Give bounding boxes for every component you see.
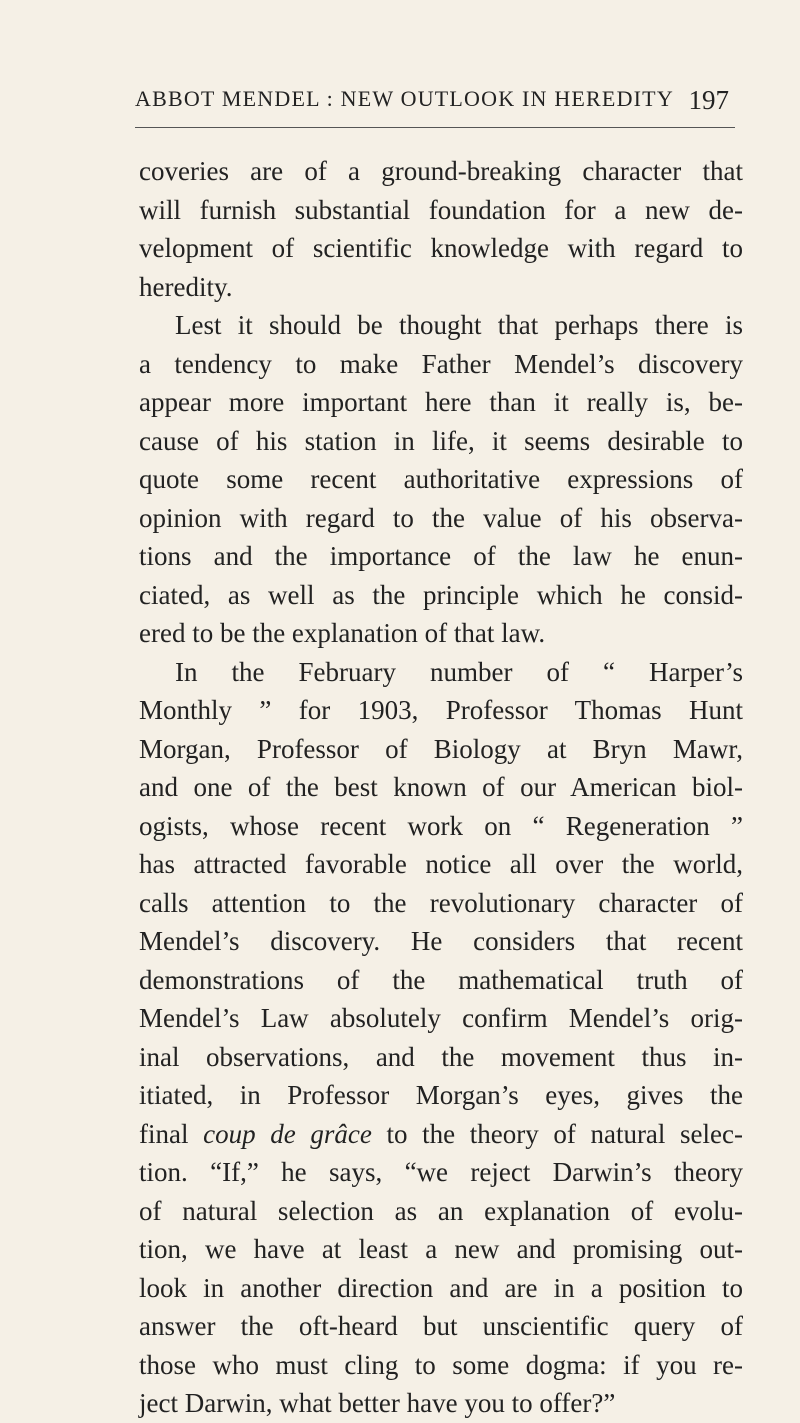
page-number: 197 xyxy=(688,85,729,115)
text-line: Morgan, Professor of Biology at Bryn Mawr, xyxy=(139,733,743,764)
text-line: tion, we have at least a new and promising out- xyxy=(139,1234,743,1264)
text-line: Lest it should be thought that perhaps there is xyxy=(175,310,743,340)
text-line: calls attention to the revolutionary character of xyxy=(139,887,743,918)
text-line: ject Darwin, what better have you to offer?” xyxy=(139,1388,616,1418)
text-line: heredity. xyxy=(139,271,233,302)
text-line: answer the oft-heard but unscientific query of xyxy=(139,1311,743,1341)
text-line: In the February number of “ Harper’s xyxy=(175,656,743,687)
text-line: Mendel’s Law absolutely confirm Mendel’s orig- xyxy=(139,1003,743,1033)
text-line: will furnish substantial foundation for a new de- xyxy=(139,194,743,225)
text-line: of natural selection as an explanation of evolu- xyxy=(139,1195,743,1226)
text-line: itiated, in Professor Morgan’s eyes, gives the xyxy=(139,1080,743,1110)
running-title: ABBOT MENDEL : NEW OUTLOOK IN HEREDITY xyxy=(135,86,674,111)
text-line: opinion with regard to the value of his observa- xyxy=(139,502,743,533)
text-line: Monthly ” for 1903, Professor Thomas Hunt xyxy=(139,695,743,725)
italic-phrase: coup de grâce xyxy=(203,1118,372,1149)
text-line: cause of his station in life, it seems desirable to xyxy=(139,425,743,456)
text-line: has attracted favorable notice all over the world, xyxy=(139,849,743,879)
header-rule xyxy=(135,127,735,128)
running-header xyxy=(135,86,735,126)
text-line: Mendel’s discovery. He considers that recent xyxy=(139,926,743,956)
text-line: those who must cling to some dogma: if you re- xyxy=(139,1349,743,1380)
text-line: ciated, as well as the principle which he consid- xyxy=(139,579,743,610)
text-line: ogists, whose recent work on “ Regeneration ” xyxy=(139,810,743,841)
text-line: a tendency to make Father Mendel’s discovery xyxy=(139,348,743,379)
text-line: quote some recent authoritative expressions of xyxy=(139,464,743,494)
text-line: look in another direction and are in a position to xyxy=(139,1272,743,1303)
text-line: demonstrations of the mathematical truth of xyxy=(139,964,743,995)
text-segment: final xyxy=(139,1118,204,1149)
text-segment: to the theory of natural selec- xyxy=(371,1118,744,1149)
text-line: tions and the importance of the law he enun- xyxy=(139,541,743,571)
body-text xyxy=(139,152,743,1423)
text-line: appear more important here than it really is, be- xyxy=(139,387,743,417)
text-line-with-italic xyxy=(139,1115,743,1154)
text-line: velopment of scientific knowledge with regard to xyxy=(139,233,743,263)
text-line: tion. “If,” he says, “we reject Darwin’s theory xyxy=(139,1157,743,1187)
text-line: ered to be the explanation of that law. xyxy=(139,618,546,648)
text-line: and one of the best known of our American biol- xyxy=(139,772,743,802)
text-line: inal observations, and the movement thus in- xyxy=(139,1041,743,1072)
text-line: coveries are of a ground-breaking character that xyxy=(139,156,743,186)
